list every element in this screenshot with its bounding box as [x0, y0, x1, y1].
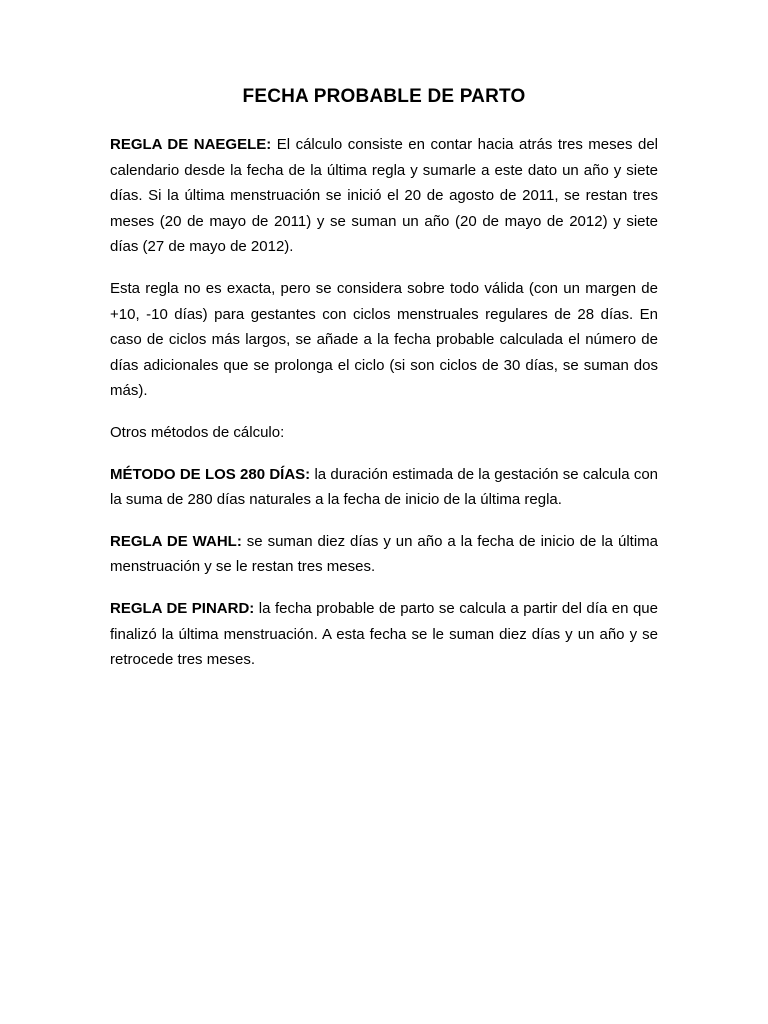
paragraph-lead: MÉTODO DE LOS 280 DÍAS:	[110, 465, 311, 483]
paragraph-text: la duración estimada de la gestación se calcula con la suma de 280 días naturales a la fecha de inicio de la última regla.	[110, 465, 659, 509]
document-body	[110, 132, 658, 689]
paragraph-text: El cálculo consiste en contar hacia atrás tres meses del calendario desde la fecha de la última regla y sumarle a este dato un año y siete días. Si la última menstruación se inició el 20 de agosto de 2011, se restan tres meses (20 de mayo de 2011) y se suman un año (20 de mayo de 2012) y siete días (27 de mayo de 2012).	[110, 136, 658, 256]
paragraph-lead: REGLA DE NAEGELE:	[110, 136, 272, 153]
paragraph-text: la fecha probable de parto se calcula a partir del día en que finalizó la última menstruación. A esta fecha se le suman diez días y un año y se retrocede tres meses.	[110, 599, 658, 669]
paragraph-280-days	[110, 462, 658, 513]
paragraph-text: Otros métodos de cálculo:	[110, 423, 285, 441]
page-title: FECHA PROBABLE DE PARTO	[242, 86, 526, 107]
paragraph-pinard	[110, 596, 658, 673]
paragraph-lead: REGLA DE PINARD:	[110, 599, 255, 617]
paragraph-text: Esta regla no es exacta, pero se considera sobre todo válida (con un margen de +10, -10 días) para gestantes con ciclos menstruales regulares de 28 días. En caso de ciclos más largos, se añade a la fecha probable calculada el número de días adicionales que se prolonga el ciclo (si son ciclos de 30 días, se suman dos más).	[110, 279, 658, 400]
paragraph-accuracy	[110, 276, 658, 404]
paragraph-other-methods	[110, 420, 658, 446]
paragraph-naegele	[110, 132, 658, 260]
paragraph-wahl	[110, 529, 658, 580]
paragraph-lead: REGLA DE WAHL:	[110, 532, 242, 550]
paragraph-text: se suman diez días y un año a la fecha de inicio de la última menstruación y se le restan tres meses.	[110, 532, 658, 576]
